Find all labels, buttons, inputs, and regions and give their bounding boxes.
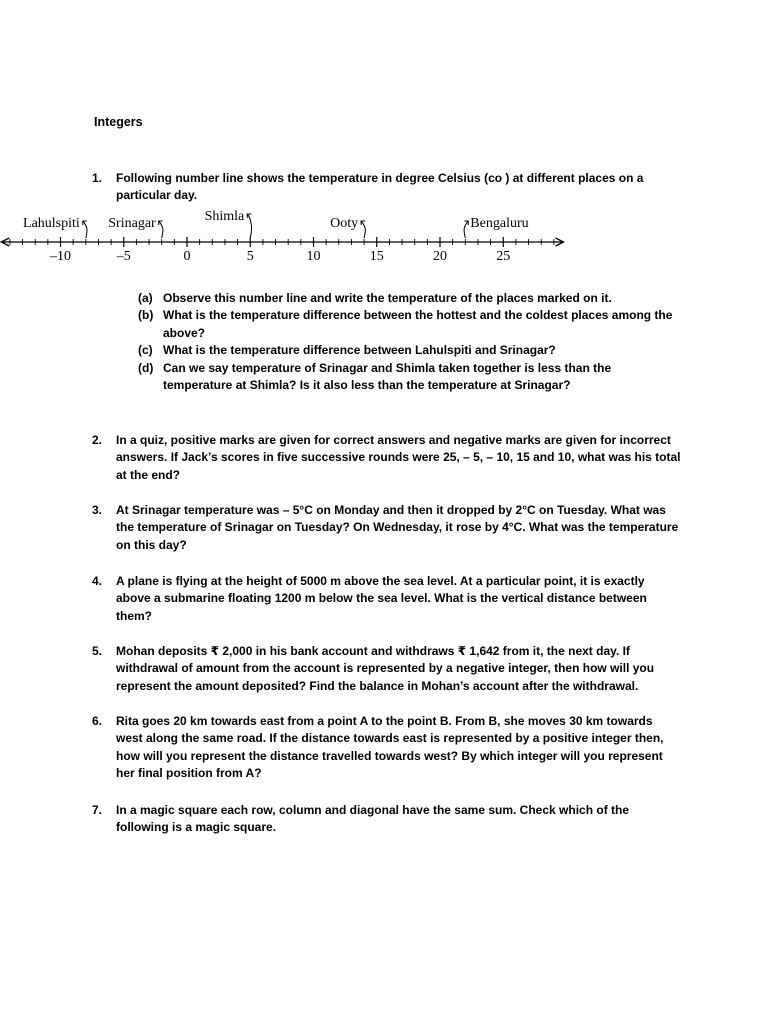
question-number: 4. xyxy=(92,574,103,588)
subpart-text: Observe this number line and write the temperature of the places marked on it. xyxy=(163,291,612,305)
place-label: Lahulspiti xyxy=(23,216,80,231)
tick-label: 10 xyxy=(306,249,321,264)
subpart-a xyxy=(138,290,678,307)
subpart-label: (d) xyxy=(138,360,154,375)
subpart-text: What is the temperature difference between the hottest and the coldest places among the above? xyxy=(163,308,673,340)
subpart-label: (c) xyxy=(138,343,153,358)
question-number: 1. xyxy=(92,171,103,185)
place-label: Srinagar xyxy=(108,216,156,231)
place-label: Ooty xyxy=(330,216,359,231)
tick-label: 15 xyxy=(369,249,384,264)
question-number: 2. xyxy=(92,433,103,447)
question-number: 3. xyxy=(92,503,103,517)
tick-label: 0 xyxy=(183,249,191,264)
subpart-d xyxy=(138,360,678,395)
subpart-text: What is the temperature difference between Lahulspiti and Srinagar? xyxy=(163,343,556,358)
question-number: 7. xyxy=(92,803,103,817)
question-text: At Srinagar temperature was – 5°C on Monday and then it dropped by 2°C on Tuesday. What was the temperature of Srinagar on Tuesday? On Wednesday, it rose by 4°C. What was the temperature on this day? xyxy=(116,503,679,552)
place-label: Bengaluru xyxy=(470,216,529,231)
question-text: Mohan deposits ₹ 2,000 in his bank account and withdraws ₹ 1,642 from it, the next day. If withdrawal of amount from the account is represented by a negative integer, then how will you represent the amount deposited? Find the balance in Mohan’s account after the withdrawal. xyxy=(116,644,655,693)
temperature-number-line xyxy=(23,200,712,272)
place-pointer xyxy=(83,221,87,238)
place-pointer xyxy=(159,221,163,238)
question-text: In a quiz, positive marks are given for correct answers and negative marks are given for incorrect answers. If Jack’s scores in five successive rounds were 25, – 5, – 10, 15 and 10, what was his total at the end? xyxy=(116,433,681,482)
question-text: Rita goes 20 km towards east from a point A to the point B. From B, she moves 30 km towards west along the same road. If the distance towards east is represented by a positive integer then, how will you represent the distance travelled towards west? By which integer will you represent her final position from A? xyxy=(116,714,664,781)
subpart-b xyxy=(138,307,678,342)
place-pointer xyxy=(464,221,468,238)
tick-label: –10 xyxy=(50,249,71,264)
subpart-c xyxy=(138,342,678,359)
question-number: 5. xyxy=(92,644,103,658)
question-7 xyxy=(92,802,682,837)
question-2 xyxy=(92,432,682,484)
question-text: Following number line shows the temperature in degree Celsius (co ) at different places on a particular day. xyxy=(116,171,644,203)
subpart-label: (a) xyxy=(138,291,153,305)
question-5 xyxy=(92,643,682,695)
question-text: A plane is flying at the height of 5000 m above the sea level. At a particular point, it is exactly above a submarine floating 1200 m below the sea level. What is the vertical distance between them? xyxy=(116,574,647,623)
place-pointer xyxy=(247,214,251,238)
tick-label: 25 xyxy=(496,249,511,264)
tick-label: 20 xyxy=(433,249,447,264)
page-title: Integers xyxy=(94,115,143,129)
question-text: In a magic square each row, column and diagonal have the same sum. Check which of the following is a magic square. xyxy=(116,803,630,835)
question-3 xyxy=(92,502,682,554)
subpart-text: Can we say temperature of Srinagar and Shimla taken together is less than the temperature at Shimla? Is it also less than the temperature at Srinagar? xyxy=(163,360,612,393)
tick-label: –5 xyxy=(116,249,131,264)
question-1-subparts xyxy=(138,290,678,394)
question-4 xyxy=(92,573,682,625)
subpart-label: (b) xyxy=(138,308,154,323)
place-label: Shimla xyxy=(204,209,245,224)
question-6 xyxy=(92,713,682,783)
question-number: 6. xyxy=(92,714,103,728)
place-pointer xyxy=(361,221,365,238)
tick-label: 5 xyxy=(246,249,254,264)
